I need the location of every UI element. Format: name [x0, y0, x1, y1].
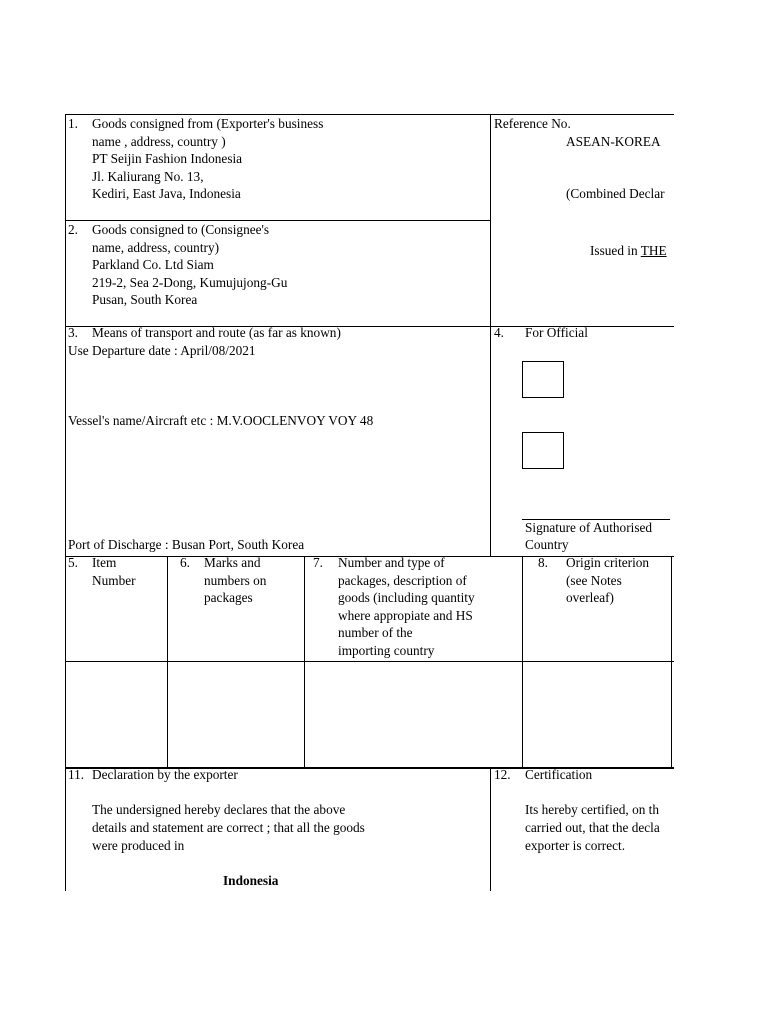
box1-title-line1: Goods consigned from (Exporter's business — [92, 116, 324, 131]
consignee-city: Pusan, South Korea — [92, 292, 198, 307]
declaration-line1: The undersigned hereby declares that the above — [92, 802, 346, 817]
form-title: ASEAN-KOREA — [566, 133, 661, 149]
box1-number: 1. — [68, 116, 78, 131]
col6-number: 6. — [180, 555, 190, 570]
issued-in-country: THE — [640, 243, 667, 258]
reference-label: Reference No. — [494, 116, 571, 131]
col5-number: 5. — [68, 555, 78, 570]
issued-in — [590, 242, 667, 260]
vessel-name: Vessel's name/Aircraft etc : M.V.OOCLENVOY VOY 48 — [68, 413, 374, 428]
col7-right-border — [522, 556, 523, 768]
exporter-name: PT Seijin Fashion Indonesia — [92, 151, 243, 166]
signature-label: Signature of Authorised — [525, 520, 653, 535]
col5-right-border — [167, 556, 168, 768]
box11-title: Declaration by the exporter — [92, 767, 238, 782]
certification-line2: carried out, that the decla — [525, 820, 660, 835]
box3-number: 3. — [68, 325, 78, 340]
exporter-city: Kediri, East Java, Indonesia — [92, 186, 241, 201]
box11-number: 11. — [68, 767, 85, 782]
middle-divider-upper — [490, 114, 491, 557]
col7-header-line5: number of the — [338, 625, 413, 640]
col7-header-line4: where appropiate and HS — [338, 607, 473, 623]
box12-title: Certification — [525, 767, 593, 782]
box2-title-line2: name, address, country) — [92, 239, 220, 255]
col8-header-line2: (see Notes — [566, 572, 622, 588]
origin-country: Indonesia — [223, 873, 279, 888]
box3-title: Means of transport and route (as far as known) — [92, 325, 341, 340]
col7-header-line6: importing country — [338, 642, 435, 658]
exporter-street: Jl. Kaliurang No. 13, — [92, 168, 204, 184]
certification-line1: Its hereby certified, on th — [525, 802, 660, 817]
combined-declaration: (Combined Declar — [566, 186, 665, 201]
declaration-line2: details and statement are correct ; that all the goods — [92, 820, 365, 835]
certification-line3: exporter is correct. — [525, 838, 626, 853]
port-of-discharge: Port of Discharge : Busan Port, South Korea — [68, 537, 305, 552]
box2-title-line1: Goods consigned to (Consignee's — [92, 222, 270, 237]
col7-header-line3: goods (including quantity — [338, 590, 475, 605]
col7-number: 7. — [313, 555, 323, 570]
issued-in-prefix: Issued in — [590, 243, 638, 258]
col8-number: 8. — [538, 555, 548, 570]
box1-title-line2: name , address, country ) — [92, 133, 226, 149]
col6-right-border — [304, 556, 305, 768]
col8-header-line1: Origin criterion — [566, 555, 650, 570]
box4-title: For Official — [525, 325, 588, 340]
header-row-bottom-border — [65, 661, 674, 662]
box12-number: 12. — [494, 767, 511, 782]
official-checkbox-1[interactable] — [522, 361, 564, 398]
col7-header-line2: packages, description of — [338, 572, 467, 588]
box4-number: 4. — [494, 325, 504, 340]
consignee-street: 219-2, Sea 2-Dong, Kumujujong-Gu — [92, 274, 288, 290]
col6-header-line2: numbers on — [204, 572, 267, 588]
form-left-border — [65, 114, 66, 891]
col5-header-line1: Item — [92, 555, 117, 570]
declaration-line3: were produced in — [92, 838, 185, 853]
col8-header-line3: overleaf) — [566, 590, 614, 605]
consignee-name: Parkland Co. Ltd Siam — [92, 257, 214, 272]
middle-divider-lower — [490, 768, 491, 891]
col6-header-line3: packages — [204, 590, 253, 605]
col6-header-line1: Marks and — [204, 555, 261, 570]
box2-number: 2. — [68, 222, 78, 237]
col5-header-line2: Number — [92, 572, 136, 588]
col8-right-border — [671, 556, 672, 768]
official-checkbox-2[interactable] — [522, 432, 564, 469]
signature-country: Country — [525, 537, 569, 552]
col7-header-line1: Number and type of — [338, 555, 445, 570]
departure-date: Use Departure date : April/08/2021 — [68, 343, 256, 358]
